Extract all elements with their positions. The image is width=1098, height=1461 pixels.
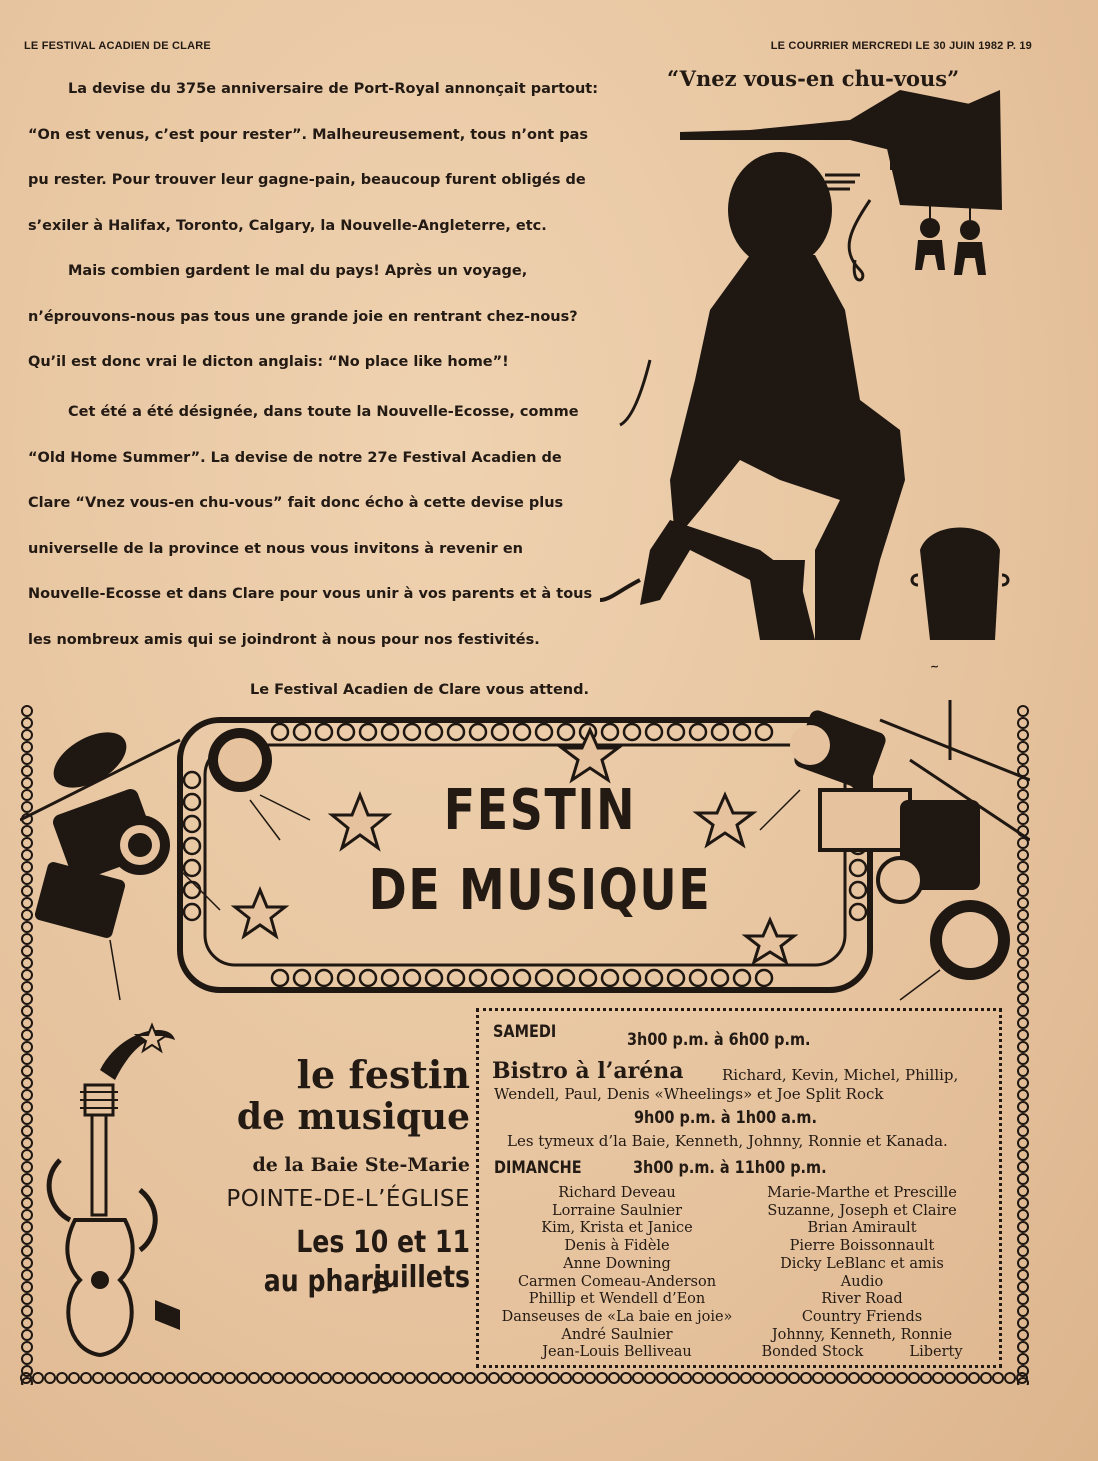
performer-name: Bonded Stock Liberty xyxy=(761,1344,963,1361)
performer-name: Suzanne, Joseph et Claire xyxy=(767,1202,957,1219)
performer-name: Carmen Comeau-Anderson xyxy=(517,1273,717,1290)
article-line: n’éprouvons-nous pas tous une grande joie en rentrant chez-nous? xyxy=(28,308,578,325)
performer-name: Lorraine Saulnier xyxy=(551,1202,683,1219)
performers-samedi-1b: Wendell, Paul, Denis «Wheelings» et Joe Split Rock xyxy=(494,1085,884,1103)
performer-name: Denis à Fidèle xyxy=(564,1238,670,1255)
motto-heading: “Vnez vous-en chu-vous” xyxy=(667,66,960,91)
performer-name: Richard Deveau xyxy=(558,1185,676,1201)
page-header: LE COURRIER MERCREDI LE 30 JUIN 1982 P. 19 xyxy=(770,40,1032,52)
artist-signature: ~ xyxy=(929,659,940,674)
performer-name: Country Friends xyxy=(801,1308,923,1325)
guitar-illustration xyxy=(40,1010,180,1360)
day-label-dimanche: DIMANCHE xyxy=(494,1158,582,1178)
performer-name: Pierre Boissonnault xyxy=(789,1238,935,1255)
promo-location: POINTE-DE-L’ÉGLISE xyxy=(226,1186,470,1212)
performer-name: Kim, Krista et Janice xyxy=(541,1220,693,1237)
article-line: Nouvelle-Ecosse et dans Clare pour vous unir à vos parents et à tous xyxy=(28,586,593,602)
performer-name: Audio xyxy=(840,1273,884,1290)
article-paragraph-1 xyxy=(28,67,618,249)
performer-name: River Road xyxy=(821,1291,903,1308)
performer-name: Anne Downing xyxy=(563,1255,671,1272)
silhouette-illustration xyxy=(600,80,1040,700)
promo-venue: au phare xyxy=(263,1264,390,1299)
performer-name: André Saulnier xyxy=(561,1326,673,1343)
performer-name: Marie-Marthe et Prescille xyxy=(767,1185,957,1201)
promo-title-line-2: de musique xyxy=(236,1096,470,1138)
section-header: LE FESTIVAL ACADIEN DE CLARE xyxy=(24,40,211,52)
performer-name: Dicky LeBlanc et amis xyxy=(780,1255,944,1272)
article-paragraph-3 xyxy=(28,390,618,663)
article-line: pu rester. Pour trouver leur gagne-pain, beaucoup furent obligés de xyxy=(28,172,586,188)
article-line: Qu’il est donc vrai le dicton anglais: “No place like home”! xyxy=(28,354,509,370)
article-signature: Le Festival Acadien de Clare vous attend. xyxy=(250,682,590,698)
promo-subtitle: de la Baie Ste-Marie xyxy=(252,1154,470,1176)
article-line: “On est venus, c’est pour rester”. Malheureusement, tous n’ont pas xyxy=(28,126,589,143)
performer-name: Phillip et Wendell d’Eon xyxy=(528,1291,706,1308)
article-paragraph-2 xyxy=(28,249,618,386)
performer-name: Johnny, Kenneth, Ronnie xyxy=(771,1326,953,1343)
festin-title-line-1: FESTIN xyxy=(443,778,637,843)
chain-border-right xyxy=(1016,705,1030,1385)
time-samedi-2: 9h00 p.m. à 1h00 a.m. xyxy=(634,1108,817,1128)
promo-title-line-1: le festin xyxy=(296,1052,470,1097)
article-line: Mais combien gardent le mal du pays! Après un voyage, xyxy=(68,263,528,279)
article-line: La devise du 375e anniversaire de Port-Royal annonçait partout: xyxy=(68,81,599,97)
time-samedi-1: 3h00 p.m. à 6h00 p.m. xyxy=(627,1030,811,1050)
performers-samedi-2: Les tymeux d’la Baie, Kenneth, Johnny, Ronnie et Kanada. xyxy=(507,1132,948,1150)
time-dimanche: 3h00 p.m. à 11h00 p.m. xyxy=(633,1158,827,1178)
performer-name: Jean-Louis Belliveau xyxy=(542,1344,692,1361)
article-line: les nombreux amis qui se joindront à nous pour nos festivités. xyxy=(28,631,540,648)
day-label-samedi: SAMEDI xyxy=(493,1022,557,1042)
performer-name: Brian Amirault xyxy=(807,1220,917,1237)
promo-dates: Les 10 et 11 juillets xyxy=(296,1225,470,1295)
article-line: “Old Home Summer”. La devise de notre 27e Festival Acadien de xyxy=(28,449,562,466)
article-line: Clare “Vnez vous-en chu-vous” fait donc écho à cette devise plus xyxy=(28,495,564,511)
article-line: universelle de la province et nous vous invitons à revenir en xyxy=(28,540,523,557)
dimanche-performers-left xyxy=(492,1185,742,1362)
dimanche-performers-right xyxy=(748,1185,976,1362)
performer-name: Danseuses de «La baie en joie» xyxy=(501,1308,733,1325)
article-line: s’exiler à Halifax, Toronto, Calgary, la Nouvelle-Angleterre, etc. xyxy=(28,217,547,234)
festin-title-line-2: DE MUSIQUE xyxy=(368,858,712,923)
performers-samedi-1a: Richard, Kevin, Michel, Phillip, xyxy=(722,1066,959,1084)
venue-bistro: Bistro à l’aréna xyxy=(492,1058,684,1084)
chain-border-bottom xyxy=(20,1370,1030,1386)
article-line: Cet été a été désignée, dans toute la Nouvelle-Ecosse, comme xyxy=(68,404,579,420)
chain-border-left xyxy=(20,705,34,1385)
